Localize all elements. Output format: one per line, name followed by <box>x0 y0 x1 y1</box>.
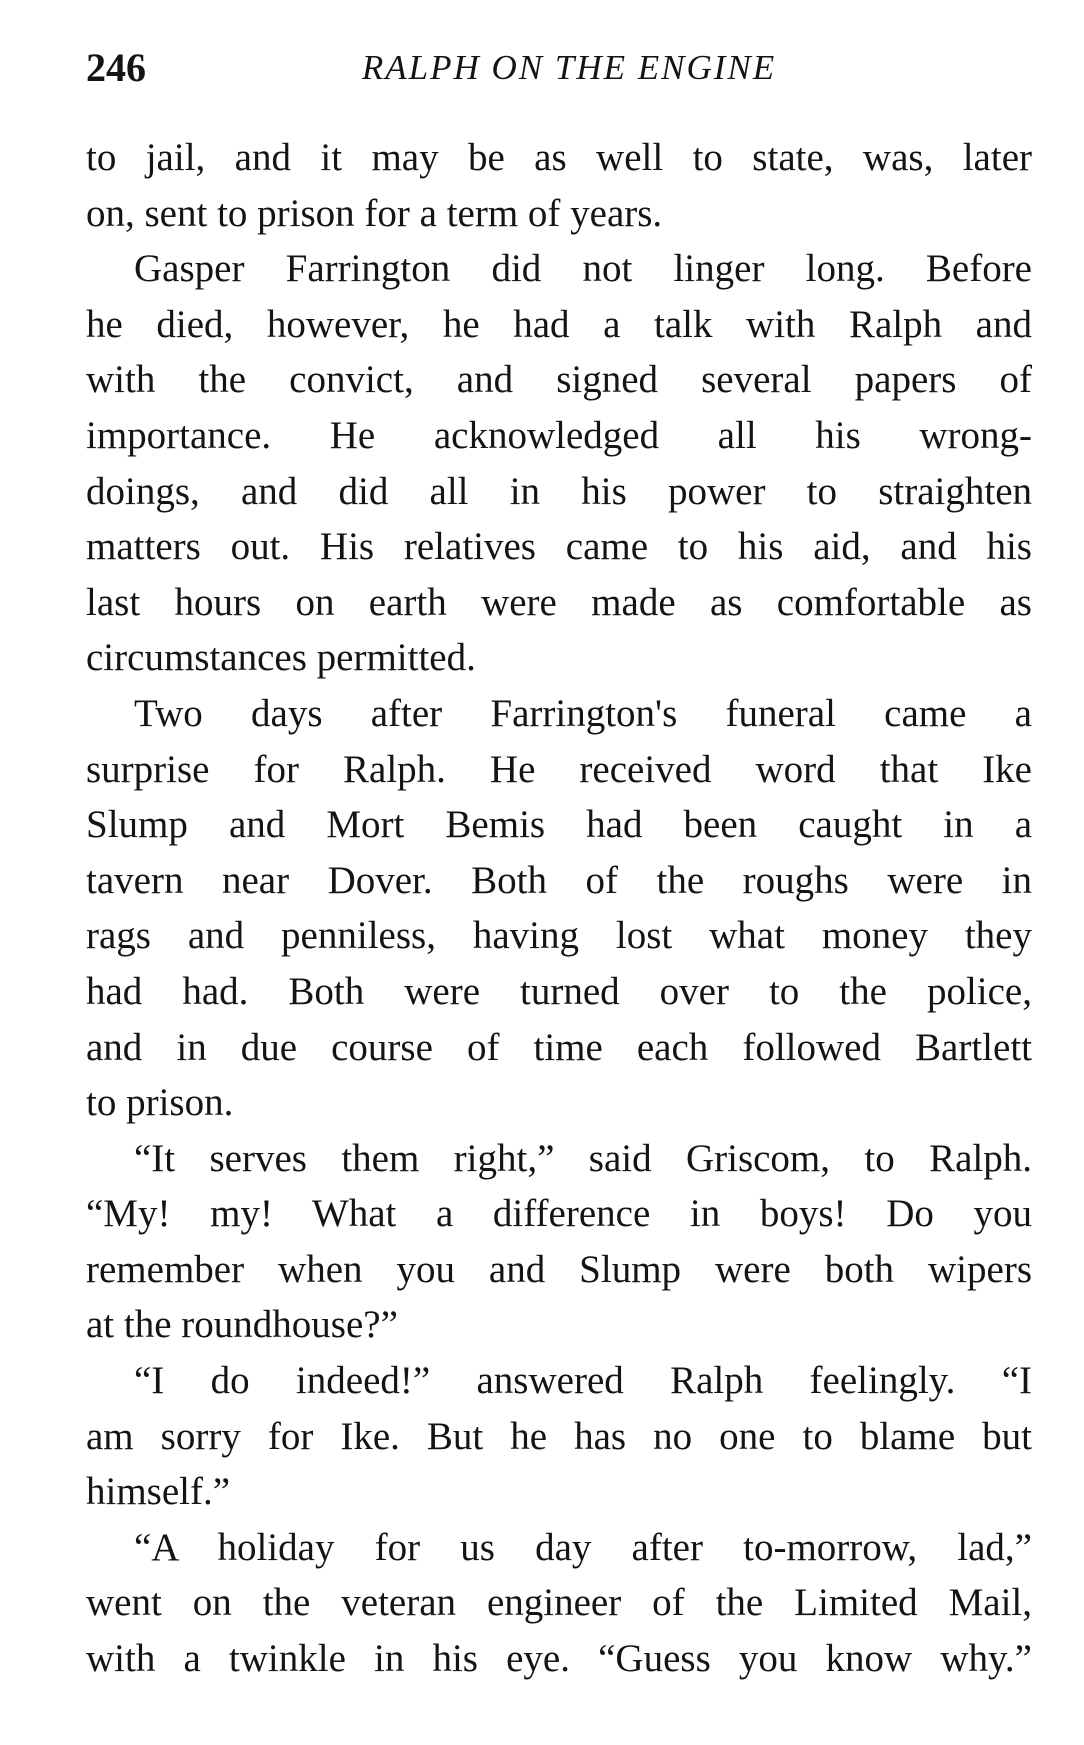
text-line: at the roundhouse?” <box>86 1303 398 1347</box>
text-line: “I do indeed!” answered Ralph feelingly. “I <box>134 1359 1032 1403</box>
text-line: doings, and did all in his power to straighten <box>86 469 1032 513</box>
running-head: RALPH ON THE ENGINE <box>361 48 777 87</box>
body-text <box>86 130 1032 1687</box>
text-line: went on the veteran engineer of the Limited Mail, <box>86 1581 1032 1625</box>
text-line: and in due course of time each followed Bartlett <box>86 1025 1032 1069</box>
text-line: surprise for Ralph. He received word that Ike <box>86 747 1032 791</box>
text-line: Gasper Farrington did not linger long. Before <box>134 247 1032 291</box>
text-line: remember when you and Slump were both wipers <box>86 1247 1032 1291</box>
text-line: am sorry for Ike. But he has no one to blame but <box>86 1414 1032 1458</box>
text-line: himself.” <box>86 1470 231 1514</box>
page-header <box>86 38 1032 98</box>
text-line: rags and penniless, having lost what money they <box>86 914 1032 958</box>
text-line: tavern near Dover. Both of the roughs were in <box>86 858 1032 902</box>
text-line: last hours on earth were made as comfortable as <box>86 580 1032 624</box>
page-number: 246 <box>86 45 146 90</box>
text-line: to prison. <box>86 1081 234 1125</box>
text-line: with the convict, and signed several papers of <box>86 358 1032 402</box>
text-line: Slump and Mort Bemis had been caught in a <box>86 803 1032 847</box>
text-line: with a twinkle in his eye. “Guess you know why.” <box>86 1637 1032 1681</box>
text-line: “It serves them right,” said Griscom, to Ralph. <box>134 1136 1032 1180</box>
text-line: he died, however, he had a talk with Ralph and <box>86 302 1032 346</box>
text-line: matters out. His relatives came to his aid, and his <box>86 525 1032 569</box>
text-line: “My! my! What a difference in boys! Do you <box>86 1192 1032 1236</box>
text-line: had had. Both were turned over to the police, <box>86 969 1032 1013</box>
text-line: “A holiday for us day after to-morrow, lad,” <box>134 1525 1032 1569</box>
text-line: Two days after Farrington's funeral came a <box>134 691 1032 735</box>
text-line: on, sent to prison for a term of years. <box>86 191 663 235</box>
text-line: importance. He acknowledged all his wrong- <box>86 413 1032 457</box>
text-line: to jail, and it may be as well to state, was, later <box>86 136 1032 179</box>
text-line: circumstances permitted. <box>86 636 476 680</box>
